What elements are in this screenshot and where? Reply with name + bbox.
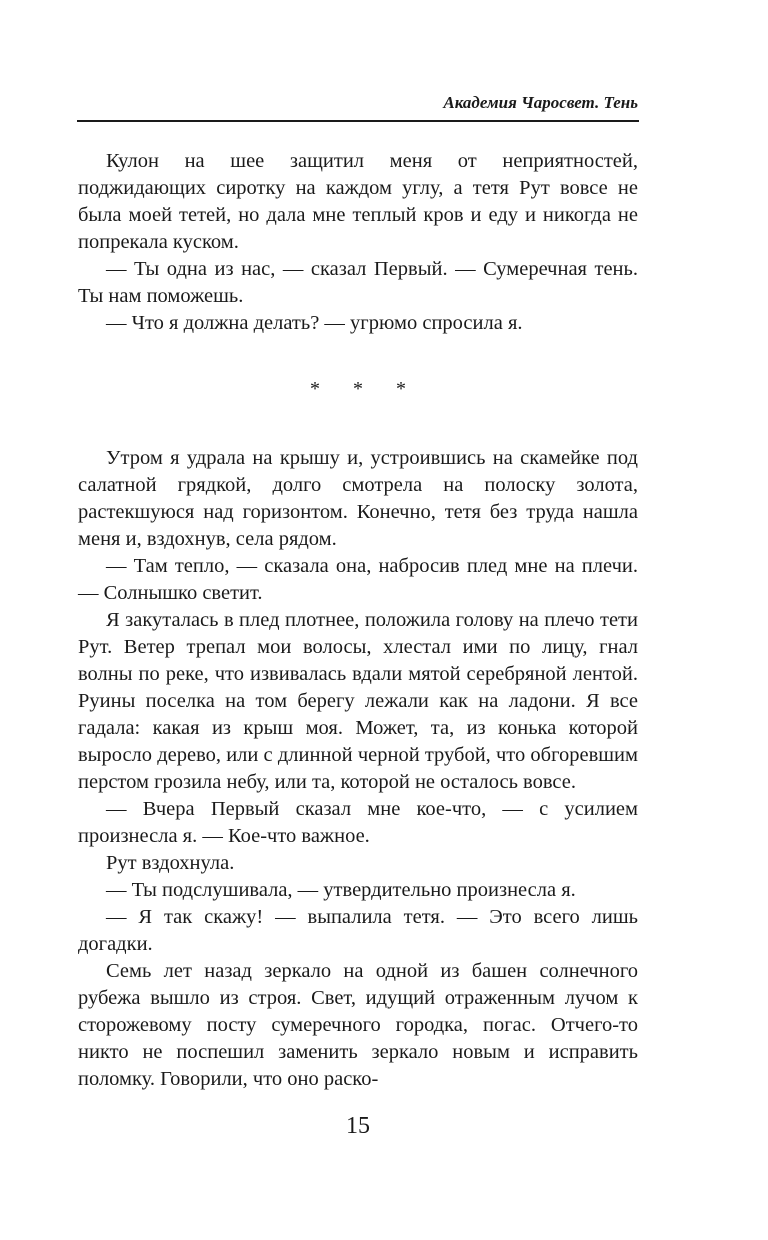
paragraph: — Там тепло, — сказала она, набросив плед мне на плечи. — Солнышко светит. (78, 555, 638, 604)
section-break-asterisks: * * * (310, 378, 420, 400)
paragraph: — Ты одна из нас, — сказал Первый. — Сумеречная тень. Ты нам поможешь. (78, 258, 638, 307)
header-rule (77, 120, 639, 122)
paragraph: — Что я должна делать? — угрюмо спросила я. (106, 312, 523, 334)
paragraph: Семь лет назад зеркало на одной из башен солнечного рубежа вышло из строя. Свет, идущий отраженным лучом к сторожевому посту сумеречного городка, погас. Отчего-то никто не поспешил заменить зеркало новым и исправить поломку. Говорили, что оно раско- (78, 960, 638, 1090)
section-break (78, 337, 638, 445)
paragraph: — Я так скажу! — выпалила тетя. — Это всего лишь догадки. (78, 906, 638, 955)
running-head: Академия Чаросвет. Тень (443, 93, 638, 112)
page-number: 15 (346, 1113, 370, 1139)
paragraph: Утром я удрала на крышу и, устроившись на скамейке под салатной грядкой, долго смотрела на полоску золота, растекшуюся над горизонтом. Конечно, тетя без труда нашла меня и, вздохнув, села рядом. (78, 447, 638, 550)
paragraph: — Вчера Первый сказал мне кое-что, — с усилием произнесла я. — Кое-что важное. (78, 798, 638, 847)
paragraph: Рут вздохнула. (106, 852, 235, 874)
paragraph: — Ты подслушивала, — утвердительно произнесла я. (106, 879, 576, 901)
paragraph: Кулон на шее защитил меня от неприятностей, поджидающих сиротку на каждом углу, а тетя Рут вовсе не была моей тетей, но дала мне теплый кров и еду и никогда не попрекала куском. (78, 150, 638, 253)
page-body (78, 148, 638, 1093)
paragraph: Я закуталась в плед плотнее, положила голову на плечо тети Рут. Ветер трепал мои волосы, хлестал ими по лицу, гнал волны по реке, что извивалась вдали мятой серебряной лентой. Руины поселка на том берегу лежали как на ладони. Я все гадала: какая из крыш моя. Может, та, из конька которой выросло дерево, или с длинной черной трубой, что обгоревшим перстом грозила небу, или та, которой не осталось вовсе. (78, 609, 638, 793)
